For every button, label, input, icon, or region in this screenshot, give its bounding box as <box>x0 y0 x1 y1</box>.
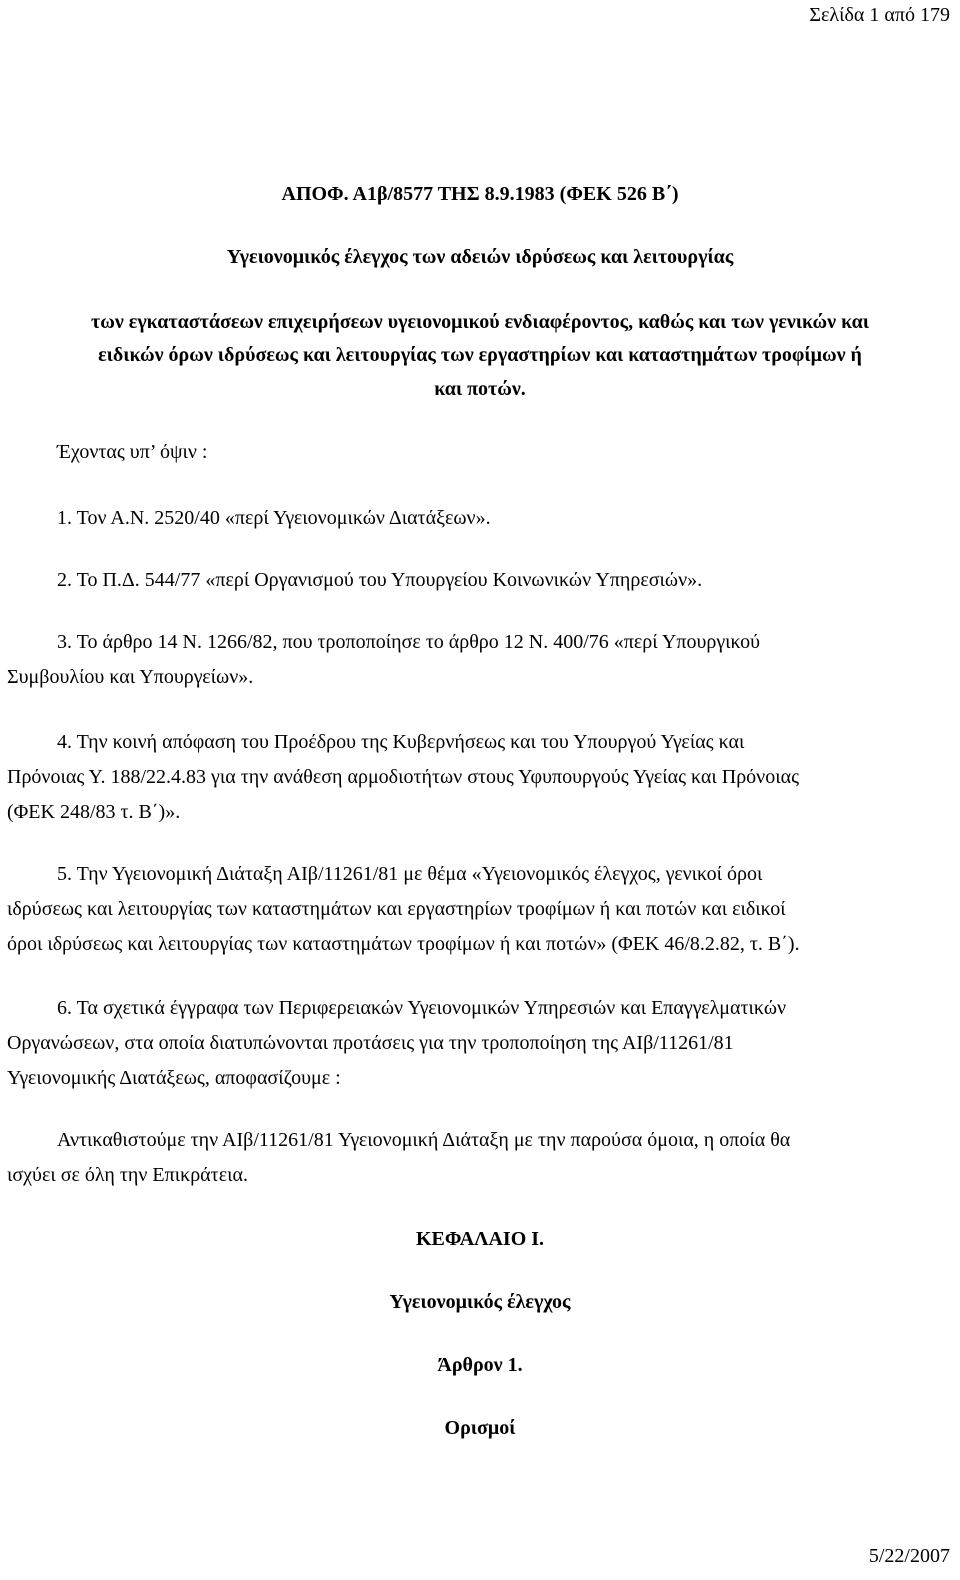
document-title: ΑΠΟΦ. Α1β/8577 ΤΗΣ 8.9.1983 (ΦΕΚ 526 Β΄) <box>281 183 679 205</box>
item-6-line-3: Υγειονομικής Διατάξεως, αποφασίζουμε : <box>7 1067 341 1089</box>
item-2-line-1: 2. Το Π.Δ. 544/77 «περί Οργανισμού του Υπουργείου Κοινωνικών Υπηρεσιών». <box>57 569 703 591</box>
item-5-line-2: ιδρύσεως και λειτουργίας των καταστημάτων και εργαστηρίων τροφίμων ή και ποτών και ειδικοί <box>7 898 786 920</box>
subtitle-line-3: ειδικών όρων ιδρύσεως και λειτουργίας των εργαστηρίων και καταστημάτων τροφίμων ή <box>98 344 862 366</box>
item-1-line-1: 1. Τον Α.Ν. 2520/40 «περί Υγειονομικών Διατάξεων». <box>57 507 491 529</box>
item-4-line-2: Πρόνοιας Υ. 188/22.4.83 για την ανάθεση αρμοδιοτήτων στους Υφυπουργούς Υγείας και Πρόνοιας <box>7 766 799 788</box>
subtitle-line-4: και ποτών. <box>434 378 526 400</box>
article-title: Ορισμοί <box>444 1417 516 1439</box>
article-heading: Άρθρον 1. <box>437 1354 523 1376</box>
decision-line-1: Αντικαθιστούμε την ΑΙβ/11261/81 Υγειονομική Διάταξη με την παρούσα όμοια, η οποία θα <box>57 1129 791 1151</box>
item-4-line-3: (ΦΕΚ 248/83 τ. Β΄)». <box>7 801 181 823</box>
page-number-header: Σελίδα 1 από 179 <box>809 4 950 26</box>
item-4-line-1: 4. Την κοινή απόφαση του Προέδρου της Κυβερνήσεως και του Υπουργού Υγείας και <box>57 731 745 753</box>
chapter-title: Υγειονομικός έλεγχος <box>389 1291 571 1313</box>
intro-text: Έχοντας υπ’ όψιν : <box>57 441 208 463</box>
item-6-line-2: Οργανώσεων, στα οποία διατυπώνονται προτάσεις για την τροποποίηση της ΑΙβ/11261/81 <box>7 1032 734 1054</box>
item-5-line-3: όροι ιδρύσεως και λειτουργίας των καταστημάτων τροφίμων ή και ποτών» (ΦΕΚ 46/8.2.82, τ. Β΄). <box>7 933 800 955</box>
item-6-line-1: 6. Τα σχετικά έγγραφα των Περιφερειακών Υγειονομικών Υπηρεσιών και Επαγγελματικών <box>57 997 787 1019</box>
footer-date: 5/22/2007 <box>868 1545 950 1567</box>
chapter-heading: ΚΕΦΑΛΑΙΟ Ι. <box>415 1228 545 1250</box>
item-5-line-1: 5. Την Υγειονομική Διάταξη ΑΙβ/11261/81 με θέμα «Υγειονομικός έλεγχος, γενικοί όροι <box>57 863 763 885</box>
subtitle-line-2: των εγκαταστάσεων επιχειρήσεων υγειονομικού ενδιαφέροντος, καθώς και των γενικών και <box>91 311 869 333</box>
decision-line-2: ισχύει σε όλη την Επικράτεια. <box>7 1164 248 1186</box>
item-3-line-1: 3. Το άρθρο 14 Ν. 1266/82, που τροποποίησε το άρθρο 12 Ν. 400/76 «περί Υπουργικού <box>57 631 761 653</box>
item-3-line-2: Συμβουλίου και Υπουργείων». <box>7 666 254 688</box>
subtitle-line-1: Υγειονομικός έλεγχος των αδειών ιδρύσεως και λειτουργίας <box>226 246 734 268</box>
